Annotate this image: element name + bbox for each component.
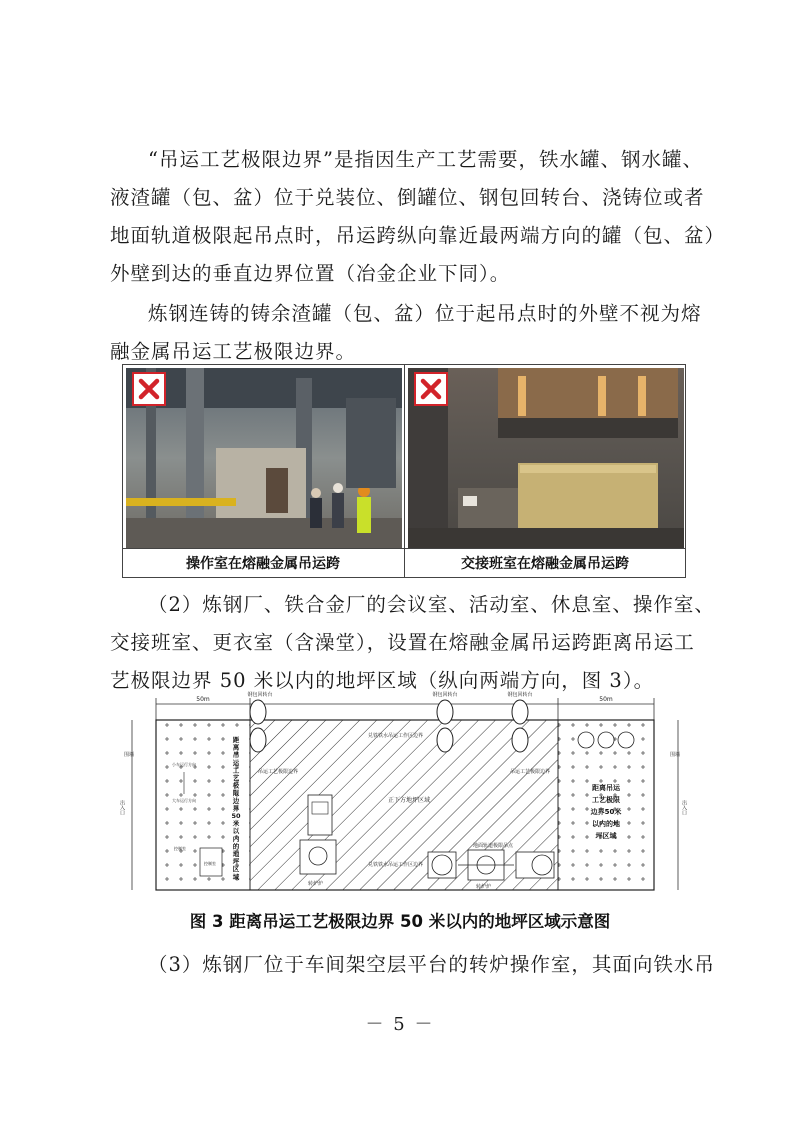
text-line: 炼钢连铸的铸余渣罐（包、盆）位于起吊点时的外壁不视为熔 xyxy=(148,302,702,325)
column-divider xyxy=(404,365,405,577)
left-zone-char: 极 xyxy=(232,781,240,790)
left-zone-char: 域 xyxy=(232,872,240,881)
left-zone-char: 地 xyxy=(232,850,240,858)
top-boundary-note: 兑铁铁水吊运工作区边界 xyxy=(368,733,424,739)
photo-comparison-table xyxy=(122,364,686,578)
left-boundary-label: 吊运工艺极限边界 xyxy=(258,769,299,775)
ladle-turret-label: 钢包回转台 xyxy=(247,692,273,698)
left-small-label: 控制室 xyxy=(174,846,186,851)
wall-label-left: 围墙 xyxy=(124,752,135,758)
figure-caption: 图 3 距离吊运工艺极限边界 50 米以内的地坪区域示意图 xyxy=(189,912,611,931)
right-zone-line: 距离吊运 xyxy=(592,784,620,792)
text-line: 融金属吊运工艺极限边界。 xyxy=(110,340,357,363)
text-line: 外壁到达的垂直边界位置（冶金企业下同）。 xyxy=(110,262,511,285)
photo-operation-room xyxy=(126,368,402,548)
photo-caption-right: 交接班室在熔融金属吊运跨 xyxy=(461,556,629,572)
left-zone-char: 距 xyxy=(232,736,240,744)
red-x-icon xyxy=(414,372,448,406)
left-zone-char: 工 xyxy=(232,766,240,775)
left-zone-char: 界 xyxy=(232,804,240,813)
factory-photo-right xyxy=(408,368,684,548)
left-zone-char: 运 xyxy=(232,758,240,767)
paragraph-exception xyxy=(110,295,700,371)
left-zone-char: 以 xyxy=(232,827,240,836)
photo-caption-left: 操作室在熔融金属吊运跨 xyxy=(186,556,340,572)
ladle-turret-label: 钢包回转台 xyxy=(507,692,533,698)
right-zone-line: 以内的地 xyxy=(592,820,620,828)
red-x-icon xyxy=(132,372,166,406)
page-number: － 5 － xyxy=(365,1014,435,1035)
bottom-boundary-note: 兑铁铁水吊运工作区边界 xyxy=(368,862,424,868)
left-zone-char: 艺 xyxy=(232,774,240,782)
text-line: （3）炼钢厂位于车间架空层平台的转炉操作室，其面向铁水吊 xyxy=(148,953,715,976)
exit-label-left: 出入口 xyxy=(119,800,125,815)
text-line: 交接班室、更衣室（含澡堂），设置在熔融金属吊运跨距离吊运工 xyxy=(110,631,695,654)
left-zone-char: 吊 xyxy=(232,751,240,760)
floor-zone-diagram xyxy=(118,690,686,906)
left-zone-char: 50 xyxy=(231,812,241,820)
left-zone-char: 的 xyxy=(232,842,240,851)
left-zone-char: 边 xyxy=(232,796,240,805)
left-small-label: 控制室 xyxy=(204,861,216,866)
text-line: “吊运工艺极限边界”是指因生产工艺需要，铁水罐、钢水罐、 xyxy=(148,148,703,171)
text-line: （2）炼钢厂、铁合金厂的会议室、活动室、休息室、操作室、 xyxy=(148,593,715,616)
left-small-label: 小车运行方向 xyxy=(172,762,196,767)
right-zone-line: 边界50米 xyxy=(590,808,622,816)
center-zone-label: 正下方地坪区域 xyxy=(388,797,431,804)
left-zone-char: 限 xyxy=(232,789,240,798)
text-line: 艺极限边界 50 米以内的地坪区域（纵向两端方向，图 3）。 xyxy=(110,669,655,692)
left-zone-char: 区 xyxy=(232,865,240,874)
factory-photo-left xyxy=(126,368,402,548)
text-line: 地面轨道极限起吊点时，吊运跨纵向靠近最两端方向的罐（包、盆） xyxy=(110,224,726,247)
right-zone-line: 坪区域 xyxy=(595,832,617,840)
left-small-label: 大车运行方向 xyxy=(172,798,196,803)
converter-label-2: 转炉炉 xyxy=(476,884,492,890)
ground-rail-label: 地面轨道极限吊点 xyxy=(473,843,514,849)
paragraph-item-3 xyxy=(110,946,715,984)
exit-label-right: 出入口 xyxy=(681,800,687,815)
right-zone-line: 工艺极限 xyxy=(592,796,620,804)
dimension-right: 50m xyxy=(599,696,613,703)
ladle-turret-label: 钢包回转台 xyxy=(432,692,458,698)
photo-shift-room xyxy=(408,368,684,548)
dimension-left: 50m xyxy=(196,696,210,703)
right-boundary-label: 吊运工艺极限边界 xyxy=(510,769,551,775)
left-zone-char: 米 xyxy=(232,819,240,828)
paragraph-definition xyxy=(110,141,726,293)
converter-label: 转炉炉 xyxy=(308,881,324,887)
left-zone-char: 坪 xyxy=(232,857,240,866)
left-zone-char: 离 xyxy=(232,743,240,752)
left-zone-char: 内 xyxy=(232,834,240,843)
paragraph-item-2 xyxy=(110,586,715,700)
wall-label-right: 围墙 xyxy=(670,752,681,758)
text-line: 液渣罐（包、盆）位于兑装位、倒罐位、钢包回转台、浇铸位或者 xyxy=(110,186,705,209)
